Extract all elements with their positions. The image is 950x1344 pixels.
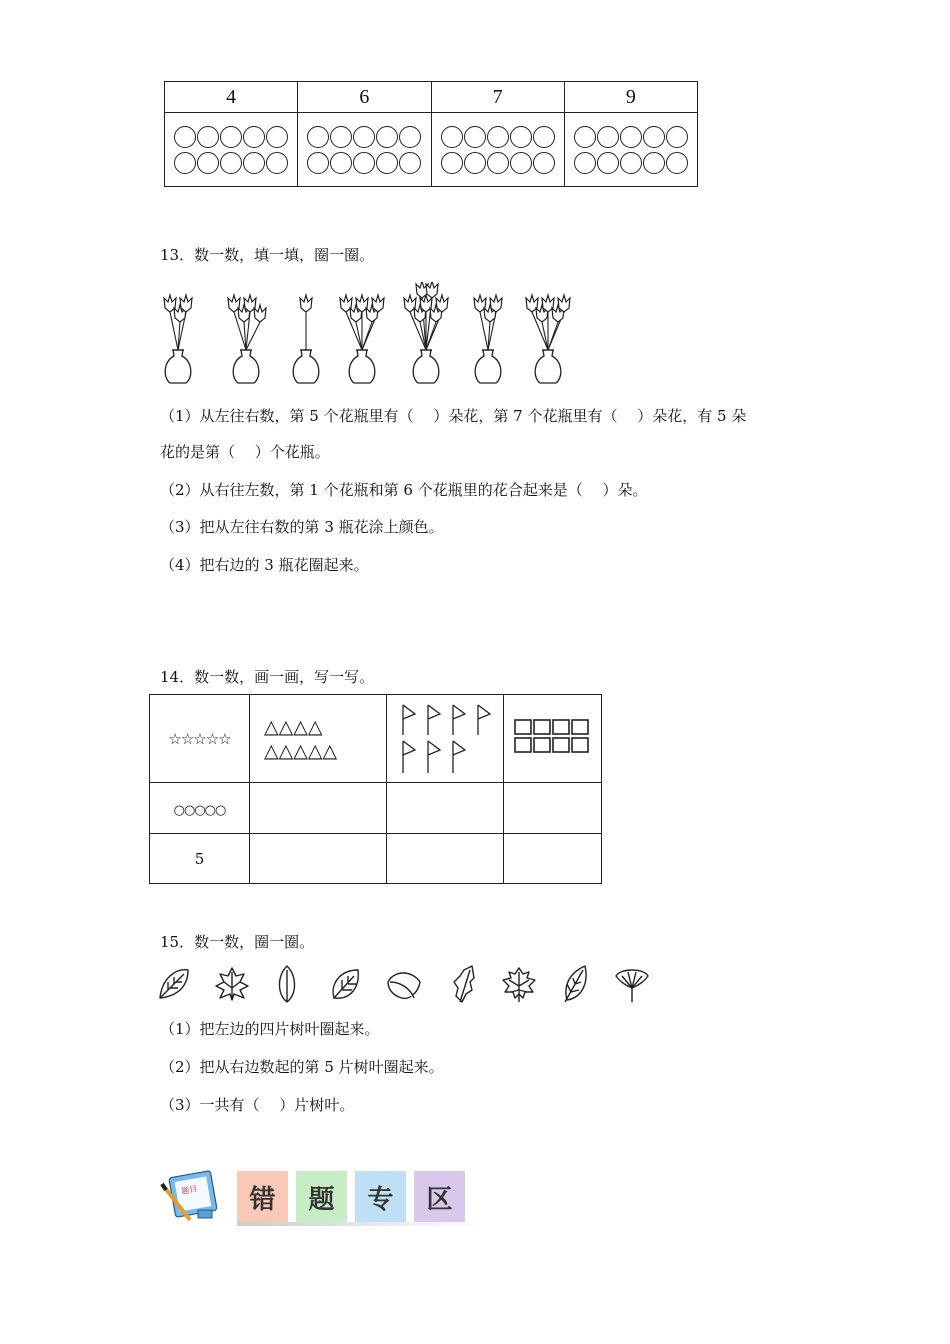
flag-icon xyxy=(428,705,440,735)
circle[interactable] xyxy=(643,126,665,148)
circle[interactable] xyxy=(197,126,219,148)
leaf-icon xyxy=(454,966,474,1002)
number-five: 5 xyxy=(194,849,205,868)
vase-with-flowers[interactable] xyxy=(228,295,266,383)
circle[interactable] xyxy=(620,152,642,174)
leaf-icon xyxy=(216,968,248,1000)
leaf-icon xyxy=(280,966,295,1002)
q15-title: 15．数一数，圈一圈。 xyxy=(160,933,315,951)
header-cell xyxy=(431,82,564,113)
header-number: 6 xyxy=(359,85,370,108)
vase-with-flowers[interactable] xyxy=(474,295,502,383)
circle[interactable] xyxy=(597,126,619,148)
write-cell[interactable] xyxy=(504,833,602,883)
count-draw-table xyxy=(149,694,602,884)
circle[interactable] xyxy=(220,126,242,148)
circle[interactable] xyxy=(330,126,352,148)
q13-title: 13．数一数，填一填，圈一圈。 xyxy=(160,246,375,264)
circle[interactable] xyxy=(197,152,219,174)
vase-icon xyxy=(165,350,191,383)
flags-art xyxy=(393,697,497,777)
number-circle-table xyxy=(164,81,698,187)
header-cell xyxy=(564,82,697,113)
vase-with-flowers[interactable] xyxy=(404,282,448,383)
q15-sub3: （3）一共有（ ）片树叶。 xyxy=(160,1096,355,1114)
circle[interactable] xyxy=(376,126,398,148)
vase-icon xyxy=(413,350,439,383)
circle[interactable] xyxy=(266,126,288,148)
draw-cell[interactable] xyxy=(504,783,602,833)
circle[interactable] xyxy=(597,152,619,174)
circle[interactable] xyxy=(574,126,596,148)
flag-icon xyxy=(478,705,490,735)
leaf-icon xyxy=(160,970,188,998)
vase-with-flowers[interactable] xyxy=(340,295,384,383)
q15-sub1: （1）把左边的四片树叶圈起来。 xyxy=(160,1020,380,1038)
circle[interactable] xyxy=(220,152,242,174)
flags-cell xyxy=(387,695,504,783)
circle[interactable] xyxy=(487,152,509,174)
circle[interactable] xyxy=(487,126,509,148)
circle-cell[interactable] xyxy=(298,113,431,187)
square-icon xyxy=(572,720,588,734)
square-icon xyxy=(534,720,550,734)
flag-icon xyxy=(453,705,465,735)
banner-char: 题 xyxy=(308,1184,335,1215)
write-cell[interactable] xyxy=(250,833,387,883)
write-cell[interactable] xyxy=(387,833,504,883)
circle[interactable] xyxy=(307,152,329,174)
circle-cell[interactable] xyxy=(165,113,298,187)
circle[interactable] xyxy=(399,152,421,174)
q13-sub2: （2）从右往左数，第 1 个花瓶和第 6 个花瓶里的花合起来是（ ）朵。 xyxy=(160,481,648,499)
leaf-icon xyxy=(616,970,648,1002)
squares-art xyxy=(513,717,593,757)
circle[interactable] xyxy=(330,152,352,174)
header-number: 4 xyxy=(226,85,237,108)
circle[interactable] xyxy=(510,152,532,174)
circle[interactable] xyxy=(376,152,398,174)
vase-icon xyxy=(233,350,259,383)
leaf-icon xyxy=(503,968,535,1002)
circle[interactable] xyxy=(620,126,642,148)
circles-cell xyxy=(150,783,250,833)
square-icon xyxy=(534,738,550,752)
square-icon xyxy=(515,738,531,752)
number-cell xyxy=(150,833,250,883)
flag-icon xyxy=(453,741,465,773)
square-icon xyxy=(515,720,531,734)
leaf-icon xyxy=(565,966,586,1002)
square-icon xyxy=(572,738,588,752)
tulip-icon xyxy=(300,295,312,312)
circle[interactable] xyxy=(441,152,463,174)
square-icon xyxy=(553,738,569,752)
triangles-row-1: △△△△ xyxy=(264,715,323,738)
vase-with-flowers[interactable] xyxy=(293,295,319,383)
flag-icon xyxy=(403,741,415,773)
tulip-icon xyxy=(254,305,266,322)
banner-tile xyxy=(355,1171,406,1223)
header-cell xyxy=(298,82,431,113)
small-circles-text: ○○○○○ xyxy=(173,802,226,818)
circle[interactable] xyxy=(441,126,463,148)
triangles-row-2: △△△△△ xyxy=(264,739,338,762)
circle[interactable] xyxy=(243,126,265,148)
circle-cell[interactable] xyxy=(564,113,697,187)
banner-tile xyxy=(414,1171,465,1223)
leaf-icon xyxy=(388,973,420,998)
leaf-row xyxy=(152,960,662,1008)
vase-icon xyxy=(293,350,319,383)
circle[interactable] xyxy=(174,126,196,148)
q15-sub2: （2）把从右边数起的第 5 片树叶圈起来。 xyxy=(160,1058,444,1076)
triangles-art xyxy=(250,715,386,763)
banner-tile xyxy=(237,1171,288,1223)
header-number: 9 xyxy=(625,85,636,108)
circle[interactable] xyxy=(533,152,555,174)
circle[interactable] xyxy=(174,152,196,174)
header-number: 7 xyxy=(492,85,503,108)
vase-row xyxy=(150,282,590,386)
header-cell xyxy=(165,82,298,113)
q13-sub4: （4）把右边的 3 瓶花圈起来。 xyxy=(160,556,369,574)
q14-title: 14．数一数，画一画，写一写。 xyxy=(160,668,375,686)
flag-icon xyxy=(428,741,440,773)
circle[interactable] xyxy=(666,126,688,148)
vase-icon xyxy=(475,350,501,383)
q13-sub1-line2: 花的是第（ ）个花瓶。 xyxy=(160,443,330,461)
stars-cell xyxy=(150,695,250,783)
circle[interactable] xyxy=(510,126,532,148)
circle[interactable] xyxy=(464,152,486,174)
circle[interactable] xyxy=(353,126,375,148)
circle[interactable] xyxy=(307,126,329,148)
triangles-cell xyxy=(250,695,387,783)
banner-tile xyxy=(296,1171,347,1223)
q13-sub1-line1: （1）从左往右数，第 5 个花瓶里有（ ）朵花，第 7 个花瓶里有（ ）朵花，有 5 朵 xyxy=(160,407,747,425)
circle-cell[interactable] xyxy=(431,113,564,187)
circle[interactable] xyxy=(243,152,265,174)
vase-with-flowers[interactable] xyxy=(526,295,570,383)
vase-icon xyxy=(349,350,375,383)
squares-cell xyxy=(504,695,602,783)
draw-cell[interactable] xyxy=(387,783,504,833)
flag-icon xyxy=(403,705,415,735)
banner-char: 专 xyxy=(367,1184,394,1215)
vase-icon xyxy=(535,350,561,383)
leaf-icon xyxy=(333,970,358,998)
q13-sub3: （3）把从左往右数的第 3 瓶花涂上颜色。 xyxy=(160,518,444,536)
square-icon xyxy=(553,720,569,734)
banner-char: 区 xyxy=(426,1184,453,1215)
vase-with-flowers[interactable] xyxy=(164,295,192,383)
circle[interactable] xyxy=(533,126,555,148)
notebook-icon xyxy=(160,1170,224,1226)
circle[interactable] xyxy=(666,152,688,174)
draw-cell[interactable] xyxy=(250,783,387,833)
circle[interactable] xyxy=(353,152,375,174)
circle[interactable] xyxy=(464,126,486,148)
circle[interactable] xyxy=(643,152,665,174)
stars-text: ☆☆☆☆☆ xyxy=(168,730,231,749)
banner-char: 错 xyxy=(249,1184,276,1215)
circle[interactable] xyxy=(266,152,288,174)
circle[interactable] xyxy=(399,126,421,148)
notebook-label: 题目 xyxy=(180,1184,198,1196)
banner-shadow xyxy=(237,1222,487,1226)
circle[interactable] xyxy=(574,152,596,174)
